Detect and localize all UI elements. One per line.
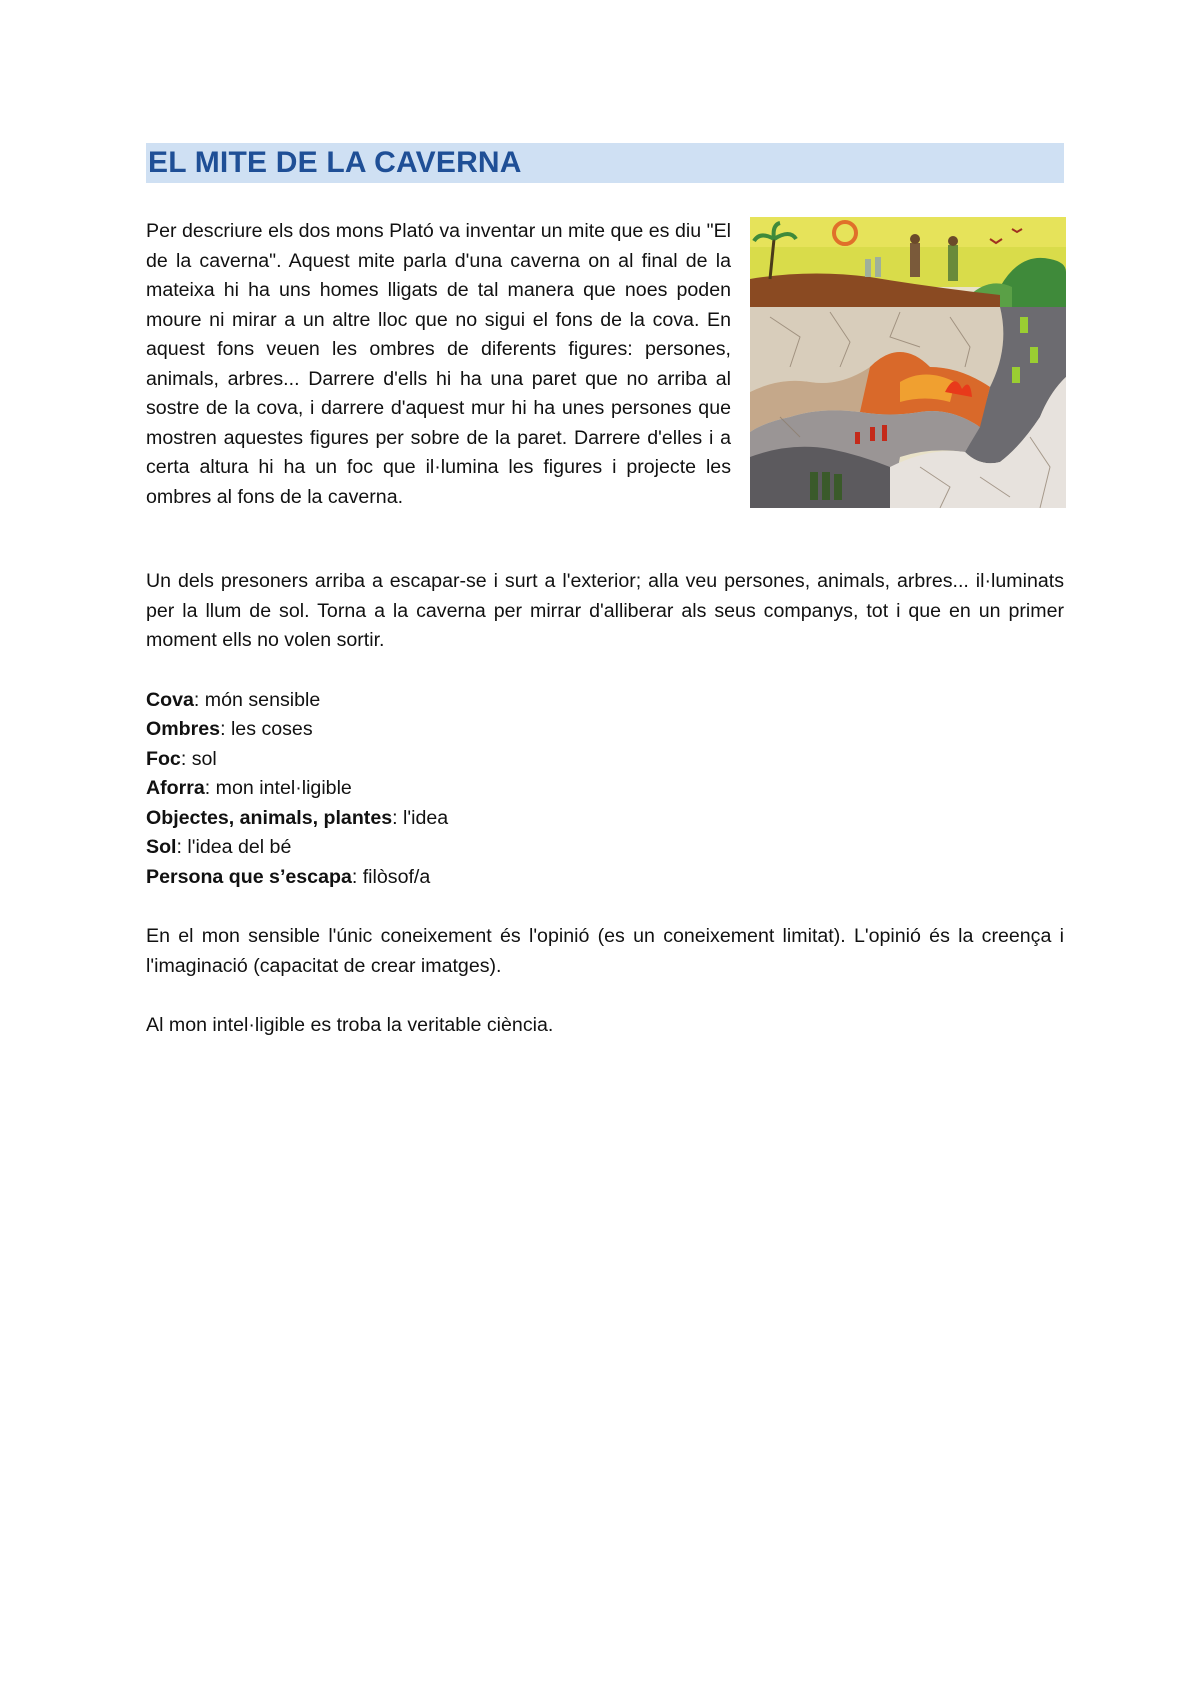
intelligible-world-paragraph: Al mon intel·ligible es troba la veritable ciència. — [146, 1014, 554, 1036]
definition-meaning: : les coses — [220, 718, 313, 740]
definition-term: Persona que s’escapa — [146, 865, 352, 888]
title-band — [146, 143, 1064, 183]
document-page — [146, 143, 1064, 1041]
definition-meaning: : filòsof/a — [351, 865, 431, 888]
sensible-world-paragraph: En el mon sensible l'únic coneixement és l'opinió (es un coneixement limitat). L'opinió és la creença i l'imaginació (capacitat de crear imatges). — [146, 925, 1064, 977]
definition-term: Foc — [146, 747, 181, 770]
definition-term: Aforra — [146, 777, 205, 799]
definition-row — [146, 863, 1064, 893]
definitions-list — [146, 686, 1064, 893]
page-title: EL MITE DE LA CAVERNA — [148, 146, 522, 179]
definition-meaning: : món sensible — [193, 688, 321, 711]
definition-row — [146, 833, 1064, 863]
definition-term: Cova — [146, 688, 194, 711]
definition-meaning: : sol — [180, 747, 217, 770]
escape-paragraph: Un dels presoners arriba a escapar-se i surt a l'exterior; alla veu persones, animals, arbres... il·luminats per la llum de sol. Torna a la caverna per mirrar d'alliberar als seus companys, tot i que en un primer moment ells no volen sortir. — [146, 570, 1064, 651]
definition-row — [146, 715, 1064, 745]
definition-meaning: : l'idea — [392, 806, 449, 829]
definition-row — [146, 774, 1064, 804]
cave-mosaic-illustration — [750, 217, 1066, 508]
definition-row — [146, 745, 1064, 775]
intro-section — [146, 217, 1064, 537]
definition-meaning: : l'idea del bé — [176, 836, 292, 858]
definition-term: Ombres — [146, 718, 221, 740]
definition-meaning: : mon intel·ligible — [204, 777, 352, 799]
definition-row — [146, 686, 1064, 716]
definition-row — [146, 804, 1064, 834]
definition-term: Objectes, animals, plantes — [146, 806, 393, 829]
definition-term: Sol — [146, 836, 177, 858]
intro-paragraph: Per descriure els dos mons Plató va inventar un mite que es diu "El de la caverna". Aquest mite parla d'una caverna on al final de la mateixa hi ha uns homes lligats de tal manera que noes poden moure ni mirar a un altre lloc que no sigui el fons de la cova. En aquest fons veuen les ombres de diferents figures: persones, animals, arbres... Darrere d'ells hi ha una paret que no arriba al sostre de la cova, i darrere d'aquest mur hi ha unes persones que mostren aquestes figures per sobre de la paret. Darrere d'elles i a certa altura hi ha un foc que il·lumina les figures i projecte les ombres al fons de la caverna. — [146, 220, 731, 508]
